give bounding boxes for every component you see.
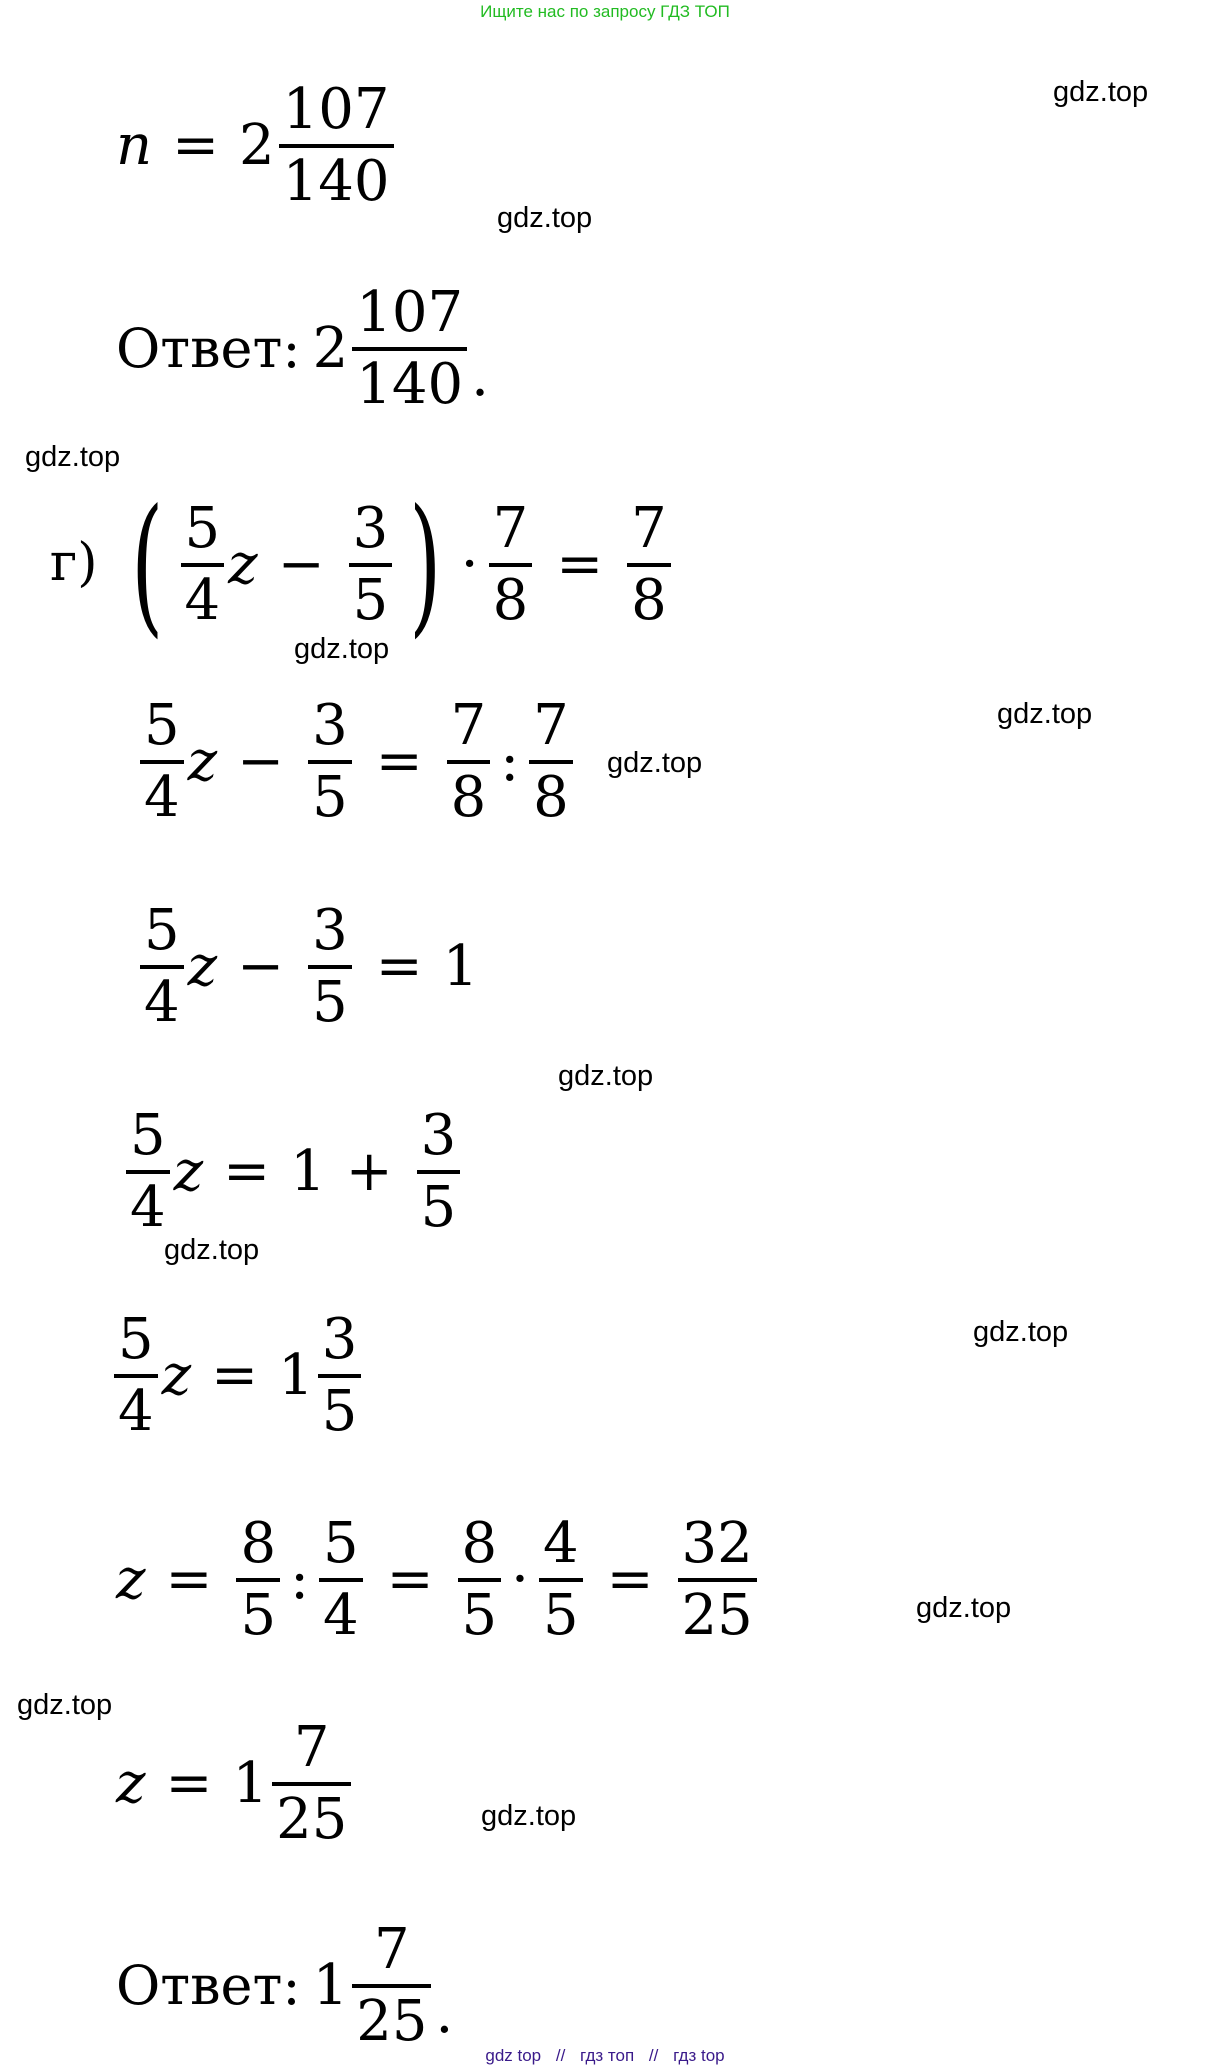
whole-part: 1 — [232, 1751, 269, 1816]
denominator: 5 — [420, 1175, 457, 1240]
denominator: 5 — [352, 568, 389, 633]
equals-sign: = — [386, 1547, 434, 1612]
watermark: gdz.top — [607, 747, 703, 779]
denominator: 8 — [533, 765, 569, 830]
equals-sign: = — [375, 729, 423, 794]
denominator: 25 — [276, 1787, 348, 1852]
search-hint: Ищите нас по запросу ГДЗ ТОП — [480, 2, 730, 21]
fraction — [308, 898, 352, 1035]
equals-sign: = — [556, 532, 604, 597]
variable: z — [161, 1343, 192, 1408]
whole-part: 1 — [312, 1953, 349, 2018]
numerator: 107 — [356, 280, 464, 345]
answer-2 — [116, 1917, 454, 2054]
denominator: 4 — [322, 1583, 359, 1648]
numerator: 4 — [542, 1511, 579, 1576]
fraction — [458, 1511, 502, 1648]
fraction — [539, 1511, 583, 1648]
numerator: 7 — [374, 1917, 410, 1982]
multiply-sign: · — [511, 1547, 529, 1612]
fraction — [417, 1103, 461, 1240]
equation-n — [116, 77, 398, 214]
watermark: gdz.top — [164, 1234, 260, 1266]
denominator: 4 — [144, 970, 180, 1035]
numerator: 3 — [312, 693, 348, 758]
equals-sign: = — [606, 1547, 654, 1612]
numerator: 5 — [144, 693, 180, 758]
fraction — [181, 496, 225, 633]
denominator: 5 — [542, 1583, 579, 1648]
numerator: 7 — [533, 693, 569, 758]
numerator: 5 — [184, 496, 221, 561]
fraction — [140, 898, 184, 1035]
equals-sign: = — [172, 113, 219, 178]
multiply-sign: · — [460, 532, 479, 597]
equation-step1 — [136, 693, 577, 830]
numerator: 7 — [450, 693, 487, 758]
denominator: 8 — [631, 568, 667, 633]
numerator: 5 — [130, 1103, 166, 1168]
right-paren: ) — [409, 478, 442, 652]
variable: z — [228, 532, 258, 597]
value: 1 — [442, 934, 479, 999]
minus-sign: − — [237, 729, 285, 794]
numerator: 8 — [461, 1511, 498, 1576]
denominator: 5 — [312, 970, 348, 1035]
separator: // — [555, 2046, 566, 2065]
fraction — [126, 1103, 170, 1240]
variable: z — [116, 1547, 146, 1612]
answer-label: Ответ: — [116, 1954, 301, 2017]
whole-part: 2 — [312, 316, 349, 381]
watermark: gdz.top — [294, 633, 390, 665]
watermark: gdz.top — [1053, 76, 1149, 108]
divide-sign: : — [500, 729, 520, 794]
fraction — [236, 1511, 280, 1648]
equation-step6 — [116, 1715, 355, 1852]
fraction — [272, 1715, 351, 1852]
denominator: 4 — [144, 765, 180, 830]
denominator: 5 — [240, 1583, 277, 1648]
watermark: gdz.top — [497, 202, 593, 234]
watermark: gdz.top — [481, 1800, 577, 1832]
fraction — [352, 280, 467, 417]
denominator: 8 — [450, 765, 487, 830]
separator: // — [648, 2046, 659, 2065]
fraction — [678, 1511, 757, 1648]
variable: z — [187, 729, 218, 794]
footer-links — [0, 2046, 1210, 2066]
equals-sign: = — [165, 1547, 213, 1612]
denominator: 5 — [312, 765, 348, 830]
denominator: 25 — [356, 1989, 428, 2054]
equation-step3 — [122, 1103, 464, 1240]
equation-step4 — [110, 1307, 365, 1444]
divide-sign: : — [290, 1547, 309, 1612]
denominator: 140 — [356, 352, 464, 417]
numerator: 5 — [144, 898, 180, 963]
denominator: 4 — [184, 568, 221, 633]
numerator: 3 — [352, 496, 389, 561]
footer-link[interactable]: gdz top — [485, 2046, 542, 2065]
numerator: 107 — [282, 77, 390, 142]
problem-label: г) — [50, 533, 98, 593]
fraction — [352, 1917, 431, 2054]
numerator: 3 — [420, 1103, 457, 1168]
footer-link[interactable]: гдз top — [673, 2046, 725, 2065]
numerator: 7 — [492, 496, 529, 561]
numerator: 7 — [293, 1715, 330, 1780]
denominator: 4 — [130, 1175, 166, 1240]
watermark: gdz.top — [973, 1316, 1069, 1348]
minus-sign: − — [237, 934, 285, 999]
fraction — [489, 496, 533, 633]
footer-link[interactable]: гдз топ — [580, 2046, 635, 2065]
denominator: 5 — [461, 1583, 498, 1648]
denominator: 25 — [681, 1583, 753, 1648]
variable: z — [116, 1751, 146, 1816]
equals-sign: = — [211, 1343, 259, 1408]
denominator: 8 — [492, 568, 529, 633]
denominator: 140 — [282, 149, 390, 214]
variable: z — [187, 934, 218, 999]
equals-sign: = — [223, 1139, 271, 1204]
equation-step2 — [136, 898, 479, 1035]
numerator: 3 — [312, 898, 348, 963]
plus-sign: + — [345, 1139, 393, 1204]
variable: z — [173, 1139, 204, 1204]
numerator: 5 — [118, 1307, 154, 1372]
whole-part: 2 — [239, 113, 275, 178]
numerator: 8 — [240, 1511, 277, 1576]
numerator: 32 — [681, 1511, 753, 1576]
fraction — [349, 496, 393, 633]
left-paren: ( — [131, 478, 164, 652]
fraction — [447, 693, 491, 830]
equals-sign: = — [165, 1751, 213, 1816]
variable: n — [116, 113, 153, 178]
denominator: 4 — [118, 1379, 154, 1444]
period: . — [435, 1981, 454, 2046]
denominator: 5 — [321, 1379, 358, 1444]
fraction — [308, 693, 352, 830]
numerator: 5 — [322, 1511, 359, 1576]
watermark: gdz.top — [997, 698, 1093, 730]
numerator: 7 — [631, 496, 667, 561]
watermark: gdz.top — [558, 1060, 654, 1092]
fraction — [529, 693, 573, 830]
fraction — [627, 496, 671, 633]
minus-sign: − — [277, 532, 325, 597]
fraction — [318, 1307, 362, 1444]
value: 1 — [290, 1139, 326, 1204]
numerator: 3 — [321, 1307, 358, 1372]
equals-sign: = — [375, 934, 423, 999]
fraction — [114, 1307, 158, 1444]
fraction — [140, 693, 184, 830]
whole-part: 1 — [278, 1343, 314, 1408]
period: . — [471, 344, 489, 409]
equation-step5 — [116, 1511, 761, 1648]
answer-label: Ответ: — [116, 317, 301, 380]
watermark: gdz.top — [17, 1689, 113, 1721]
answer-1 — [116, 280, 489, 417]
watermark: gdz.top — [25, 441, 121, 473]
fraction — [319, 1511, 363, 1648]
watermark: gdz.top — [916, 1592, 1012, 1624]
fraction — [279, 77, 394, 214]
